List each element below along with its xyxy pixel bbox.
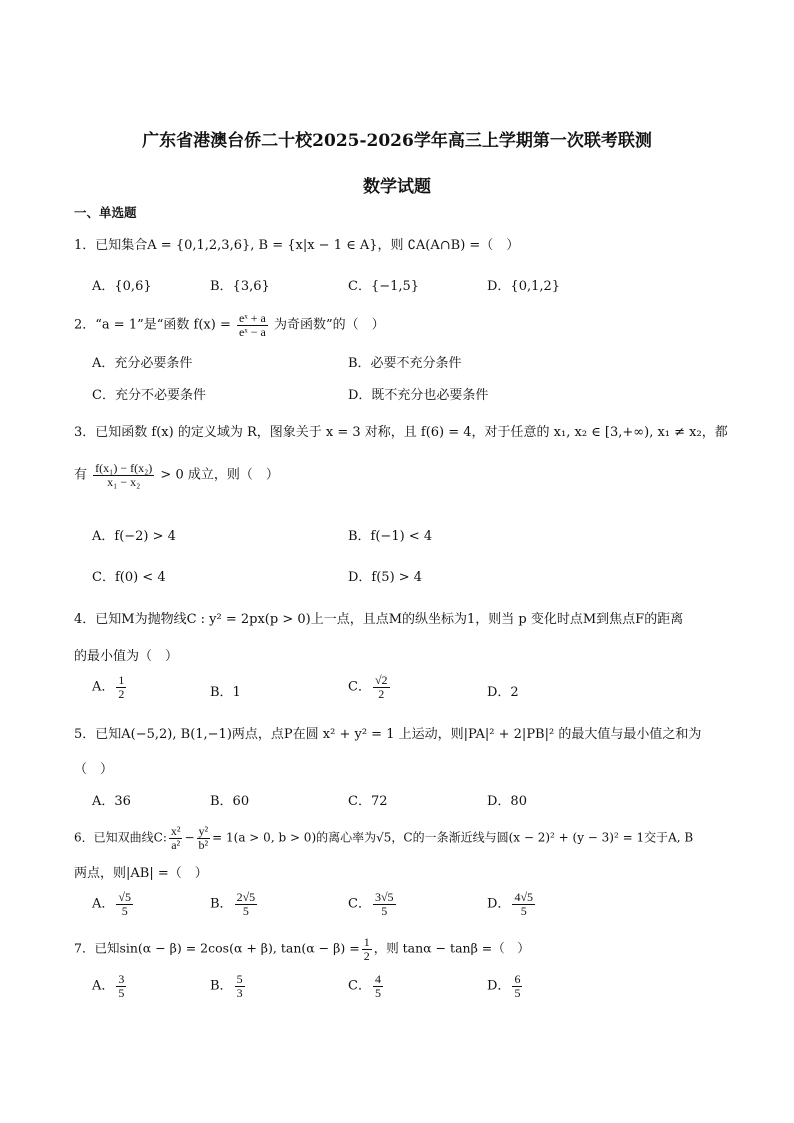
question-7-option-c — [348, 973, 385, 999]
question-4-line-2: 的最小值为（ ） — [74, 649, 179, 664]
fraction-numerator: 3 — [118, 972, 125, 986]
option-fraction — [373, 973, 383, 999]
question-3-line-1: 3．已知函数 f(x) 的定义域为 R，图象关于 x = 3 对称，且 f(6) = 4，对于任意的 x₁, x₂ ∈ [3,+∞), x₁ ≠ x₂，都 — [74, 425, 728, 440]
question-6-option-b — [210, 891, 259, 917]
fraction-numerator: √2 — [374, 673, 388, 687]
question-6-line-1-start: 6．已知双曲线C: — [74, 830, 167, 845]
option-label: A． — [92, 896, 115, 912]
minus-sign: − — [184, 830, 195, 845]
question-2-fraction — [237, 312, 268, 338]
question-1-option-b: B．{3,6} — [210, 279, 270, 294]
question-7-stem-end: ，则 tanα − tanβ =（ ） — [373, 940, 530, 956]
question-1-option-c: C．{−1,5} — [348, 279, 420, 294]
question-7-fraction — [362, 936, 372, 962]
question-5-option-d: D．80 — [487, 794, 527, 809]
option-fraction — [373, 674, 390, 700]
fraction-denominator: a² — [171, 837, 181, 852]
option-fraction — [512, 891, 535, 917]
option-label: C． — [348, 896, 371, 912]
option-label: A． — [92, 978, 115, 994]
question-1-stem: 1．已知集合A = {0,1,2,3,6}, B = {x|x − 1 ∈ A}，则 ∁A(A∩B) =（ ） — [74, 238, 520, 253]
question-6-x-fraction — [169, 825, 183, 851]
question-3-option-c: C．f(0) < 4 — [92, 570, 166, 585]
question-7-stem — [74, 936, 530, 962]
option-label: D． — [487, 896, 511, 912]
question-2-option-b: B．必要不充分条件 — [348, 356, 462, 371]
fraction-denominator: 5 — [381, 903, 388, 918]
fraction-denominator: 5 — [514, 985, 521, 1000]
fraction-denominator: 5 — [520, 903, 527, 918]
option-label: B． — [210, 978, 233, 994]
fraction-numerator: y² — [198, 824, 209, 838]
question-4-option-a — [92, 674, 128, 700]
question-3-option-a: A．f(−2) > 4 — [92, 529, 176, 544]
fraction-denominator: 2 — [118, 686, 125, 701]
question-6-line-2: 两点，则|AB| =（ ） — [74, 866, 208, 881]
question-4-option-d: D．2 — [487, 685, 519, 700]
question-7-option-b — [210, 973, 247, 999]
fraction-numerator: 2√5 — [236, 890, 256, 904]
fraction-numerator: √5 — [118, 890, 131, 904]
page-title: 广东省港澳台侨二十校2025-2026学年高三上学期第一次联考联测 — [142, 131, 652, 151]
question-3-line-2-start: 有 — [74, 467, 88, 483]
question-4-option-c — [348, 674, 392, 700]
question-7-option-d — [487, 973, 524, 999]
question-3-fraction — [93, 462, 154, 488]
question-3-line-2-end: > 0 成立，则（ ） — [160, 467, 279, 483]
question-6-line-1-end: = 1(a > 0, b > 0)的离心率为√5，C的一条渐近线与圆(x − 2)² + (y − 3)² = 1交于A, B — [212, 830, 694, 845]
question-4-option-b: B．1 — [210, 685, 241, 700]
option-fraction — [235, 891, 258, 917]
question-6-line-1 — [74, 825, 693, 851]
question-6-option-d — [487, 891, 537, 917]
question-6-option-a — [92, 891, 135, 917]
option-fraction — [116, 891, 133, 917]
question-4-line-1: 4．已知M为抛物线C : y² = 2px(p > 0)上一点，且点M的纵坐标为1，则当 p 变化时点M到焦点F的距离 — [74, 612, 684, 627]
option-label: D． — [487, 978, 511, 994]
option-fraction — [116, 674, 126, 700]
question-7-stem-start: 7．已知sin(α − β) = 2cos(α + β), tan(α − β) = — [74, 940, 360, 956]
option-fraction — [512, 973, 522, 999]
question-3-option-b: B．f(−1) < 4 — [348, 529, 433, 544]
question-5-option-a: A．36 — [92, 794, 131, 809]
option-fraction — [116, 973, 126, 999]
question-2-option-c: C．充分不必要条件 — [92, 388, 206, 403]
page-subtitle: 数学试题 — [363, 177, 431, 197]
option-label: A． — [92, 679, 115, 695]
option-fraction — [373, 891, 396, 917]
fraction-denominator: x₁ − x₂ — [107, 474, 141, 489]
question-3-option-d: D．f(5) > 4 — [348, 570, 423, 585]
question-2-stem-end: 为奇函数”的（ ） — [274, 317, 385, 333]
fraction-numerator: x² — [170, 824, 181, 838]
question-5-line-2: （ ） — [74, 762, 114, 777]
fraction-numerator: f(x₁) − f(x₂) — [95, 461, 153, 475]
question-6-y-fraction — [197, 825, 211, 851]
fraction-numerator: 1 — [363, 935, 370, 949]
question-5-option-c: C．72 — [348, 794, 388, 809]
fraction-denominator: 5 — [374, 985, 381, 1000]
fraction-numerator: 5 — [236, 972, 243, 986]
fraction-denominator: 3 — [236, 985, 243, 1000]
option-label: C． — [348, 679, 371, 695]
question-5-option-b: B．60 — [210, 794, 250, 809]
fraction-numerator: 4 — [374, 972, 381, 986]
question-1-option-a: A．{0,6} — [92, 279, 152, 294]
option-fraction — [235, 973, 245, 999]
question-2-option-d: D．既不充分也必要条件 — [348, 388, 489, 403]
fraction-denominator: 2 — [363, 948, 370, 963]
fraction-denominator: 2 — [378, 686, 385, 701]
question-3-line-2 — [74, 462, 279, 488]
question-2-option-a: A．充分必要条件 — [92, 356, 193, 371]
question-2-stem — [74, 312, 385, 338]
fraction-denominator: 5 — [121, 903, 128, 918]
fraction-numerator: 4√5 — [514, 890, 534, 904]
fraction-denominator: b² — [198, 837, 209, 852]
question-1-option-d: D．{0,1,2} — [487, 279, 561, 294]
question-5-line-1: 5．已知A(−5,2), B(1,−1)两点，点P在圆 x² + y² = 1 上运动，则|PA|² + 2|PB|² 的最大值与最小值之和为 — [74, 727, 702, 742]
fraction-denominator: eˣ − a — [238, 324, 266, 339]
fraction-numerator: 1 — [118, 673, 125, 687]
fraction-numerator: 6 — [514, 972, 521, 986]
section-heading: 一、单选题 — [74, 205, 137, 220]
fraction-numerator: 3√5 — [374, 890, 394, 904]
fraction-denominator: 5 — [118, 985, 125, 1000]
question-6-option-c — [348, 891, 398, 917]
question-2-stem-start: 2．“a = 1”是“函数 f(x) = — [74, 317, 231, 333]
question-7-option-a — [92, 973, 128, 999]
option-label: B． — [210, 896, 233, 912]
option-label: C． — [348, 978, 371, 994]
fraction-numerator: eˣ + a — [238, 311, 266, 325]
fraction-denominator: 5 — [242, 903, 249, 918]
